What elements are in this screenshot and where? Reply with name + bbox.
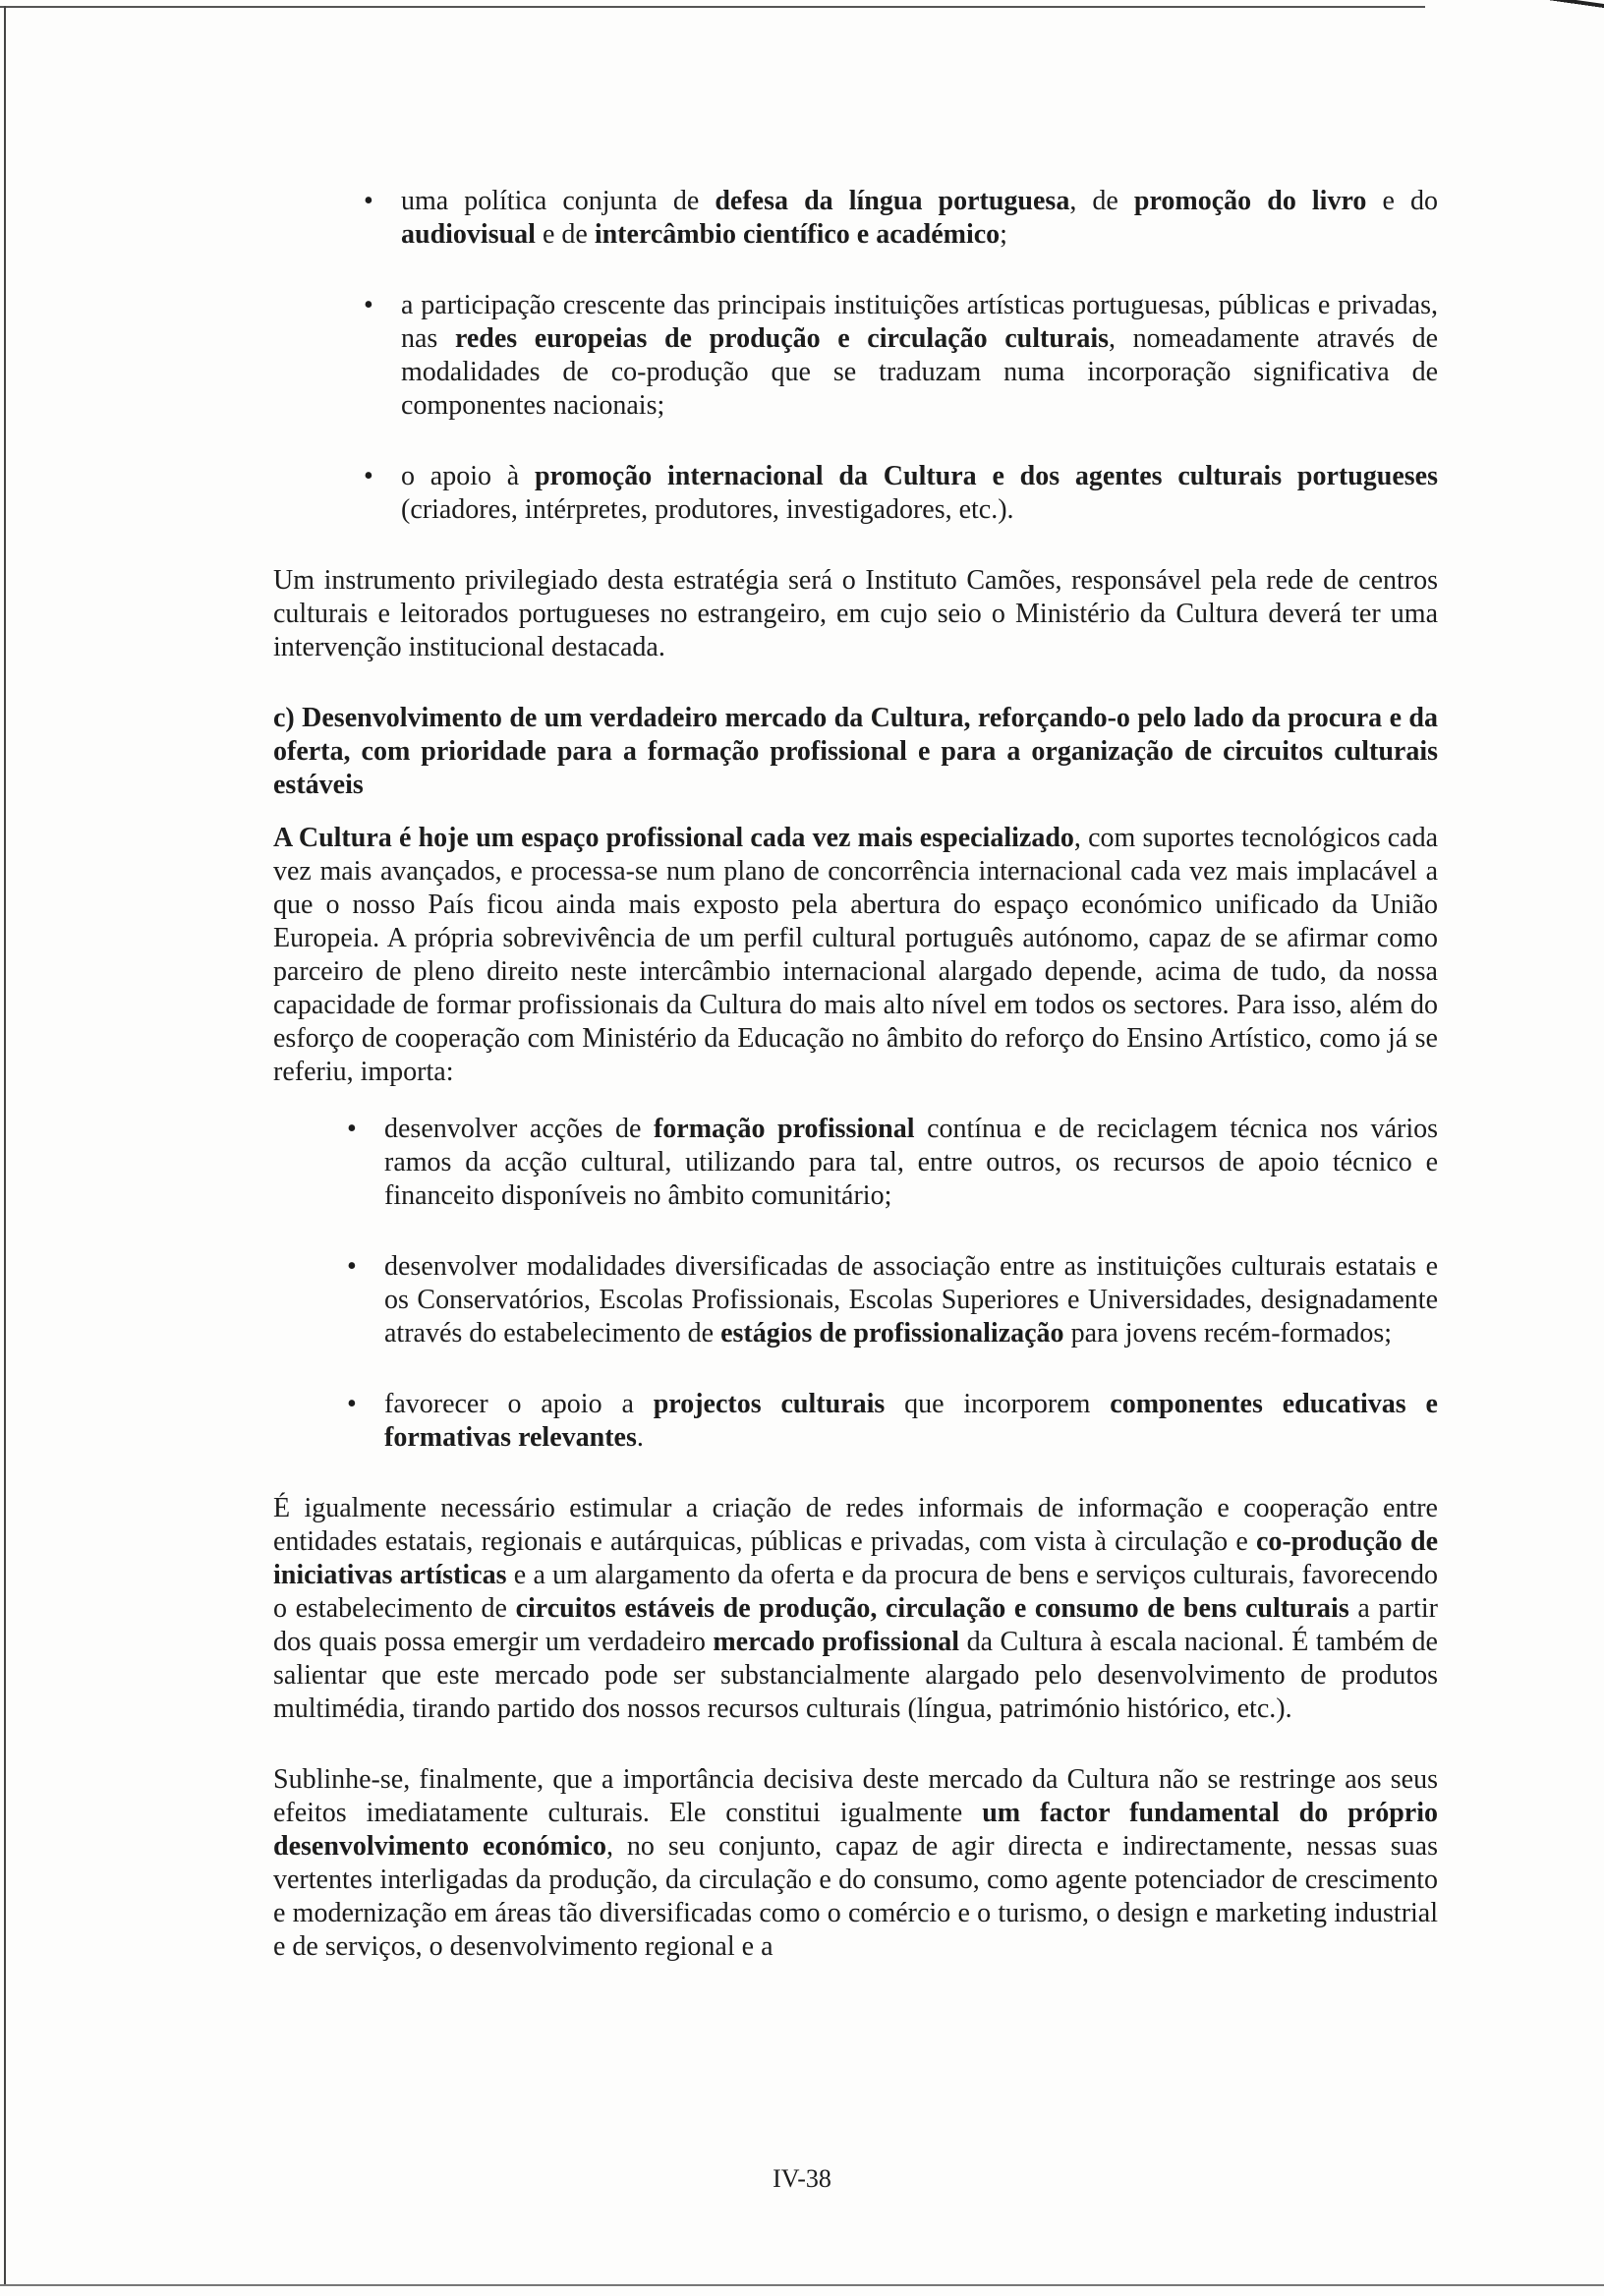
bullet-item xyxy=(357,289,1438,423)
scan-edge-left xyxy=(4,6,6,2286)
text-run: que incorporem xyxy=(885,1389,1111,1419)
paragraph-cultura xyxy=(273,822,1438,1089)
bold-phrase: intercâmbio científico e académico xyxy=(594,219,1001,250)
bold-phrase: circuitos estáveis de produção, circulação e consumo de bens culturais xyxy=(515,1593,1349,1624)
bold-phrase: A Cultura é hoje um espaço profissional cada vez mais especializado xyxy=(273,823,1074,853)
bullet-icon: • xyxy=(347,1389,357,1419)
text-run: a partir dos quais possa emergir um verdadeiro xyxy=(273,1593,1438,1657)
text-run: , nomeadamente através de modalidades de co-produção que se traduzam numa incorporação significativa de componentes nacionais; xyxy=(401,323,1439,421)
text-run: contínua e de reciclagem técnica nos vários ramos da acção cultural, utilizando para tal, entre outros, os recursos de apoio técnico e financeito disponíveis no âmbito comunitário; xyxy=(384,1114,1438,1211)
bullet-icon: • xyxy=(347,1251,357,1282)
text-run: e do xyxy=(1366,186,1438,216)
bullet-item xyxy=(340,1250,1438,1350)
scan-edge-bottom xyxy=(0,2284,1604,2286)
bold-phrase: audiovisual xyxy=(401,219,536,250)
bullet-icon: • xyxy=(364,461,373,491)
bold-phrase: projectos culturais xyxy=(653,1389,886,1419)
text-run: desenvolver modalidades diversificadas de associação entre as instituições culturais estatais e os Conservatórios, Escolas Profissionais, Escolas Superiores e Universidades, designadamente através do estabelecimento de xyxy=(384,1251,1438,1349)
bullet-item xyxy=(357,460,1438,527)
bullet-list-mid xyxy=(273,1113,1438,1455)
bold-phrase: um factor fundamental do próprio desenvolvimento económico xyxy=(273,1798,1439,1862)
paragraph-instituto xyxy=(273,564,1438,664)
text-run: . xyxy=(636,1422,644,1453)
bold-phrase: componentes educativas e formativas relevantes xyxy=(384,1389,1438,1453)
bold-phrase: defesa da língua portuguesa xyxy=(715,186,1070,216)
text-run: a participação crescente das principais instituições artísticas portuguesas, públicas e privadas, nas xyxy=(401,290,1438,354)
text-run: , no seu conjunto, capaz de agir directa e indirectamente, nessas suas vertentes interligadas da produção, da circulação e do consumo, como agente potenciador de crescimento e modernização em áreas tão diversificadas como o comércio e o turismo, o design e marketing industrial e de serviços, o desenvolvimento regional e a xyxy=(273,1831,1438,1962)
text-run: ; xyxy=(1000,219,1007,250)
text-run: desenvolver acções de xyxy=(384,1114,654,1144)
bullet-icon: • xyxy=(364,186,373,216)
bold-phrase: mercado profissional xyxy=(713,1627,960,1657)
bold-phrase: co-produção de iniciativas artísticas xyxy=(273,1526,1438,1590)
text-run: da Cultura à escala nacional. É também de salientar que este mercado pode ser substancialmente alargado pelo desenvolvimento de produtos multimédia, tirando partido dos nossos recursos culturais (língua, património histórico, etc.). xyxy=(273,1627,1438,1724)
text-run: uma política conjunta de xyxy=(401,186,716,216)
scan-corner-mark xyxy=(1545,0,1604,12)
bullet-list-top xyxy=(273,185,1438,527)
paragraph-redes xyxy=(273,1492,1438,1726)
bold-phrase: promoção internacional da Cultura e dos agentes culturais portugueses xyxy=(534,461,1438,491)
text-run: , com suportes tecnológicos cada vez mais avançados, e processa-se num plano de concorrência internacional cada vez mais implacável a que o nosso País ficou ainda mais exposto pela abertura do espaço económico unificado da União Europeia. A própria sobrevivência de um perfil cultural português autónomo, capaz de se afirmar como parceiro de pleno direito neste intercâmbio internacional alargado depende, acima de tudo, da nossa capacidade de formar profissionais da Cultura do mais alto nível em todos os sectores. Para isso, além do esforço de cooperação com Ministério da Educação no âmbito do reforço do Ensino Artístico, como já se referiu, importa: xyxy=(273,823,1438,1087)
bold-phrase: estágios de profissionalização xyxy=(720,1318,1064,1349)
page-number: IV-38 xyxy=(773,2164,831,2193)
text-run: para jovens recém-formados; xyxy=(1063,1318,1393,1349)
bullet-item xyxy=(357,185,1438,252)
text-run: o apoio à xyxy=(401,461,535,491)
bullet-icon: • xyxy=(364,290,373,320)
text-run: e a um alargamento da oferta e da procura de bens e serviços culturais, favorecendo o estabelecimento de xyxy=(273,1560,1438,1624)
text-run: favorecer o apoio a xyxy=(384,1389,654,1419)
scan-edge-top xyxy=(0,6,1425,8)
text-run: Um instrumento privilegiado desta estratégia será o Instituto Camões, responsável pela rede de centros culturais e leitorados portugueses no estrangeiro, em cujo seio o Ministério da Cultura deverá ter uma intervenção institucional destacada. xyxy=(273,565,1438,662)
bold-phrase: formação profissional xyxy=(653,1114,915,1144)
paragraph-sublinhe xyxy=(273,1763,1438,1964)
text-run: , de xyxy=(1069,186,1134,216)
text-run: e de xyxy=(535,219,595,250)
bullet-icon: • xyxy=(347,1114,357,1144)
text-run: (criadores, intérpretes, produtores, investigadores, etc.). xyxy=(401,494,1014,525)
bold-phrase: promoção do livro xyxy=(1133,186,1367,216)
bold-phrase: redes europeias de produção e circulação culturais xyxy=(454,323,1110,354)
section-heading: c) Desenvolvimento de um verdadeiro mercado da Cultura, reforçando-o pelo lado da procura e da oferta, com prioridade para a formação profissional e para a organização de circuitos culturais estáveis xyxy=(273,703,1438,800)
bullet-item xyxy=(340,1388,1438,1455)
page-body xyxy=(273,185,1438,2001)
text-run: É igualmente necessário estimular a criação de redes informais de informação e cooperação entre entidades estatais, regionais e autárquicas, públicas e privadas, com vista à circulação e xyxy=(273,1493,1438,1557)
text-run: Sublinhe-se, finalmente, que a importância decisiva deste mercado da Cultura não se restringe aos seus efeitos imediatamente culturais. Ele constitui igualmente xyxy=(273,1764,1438,1828)
bullet-item xyxy=(340,1113,1438,1213)
